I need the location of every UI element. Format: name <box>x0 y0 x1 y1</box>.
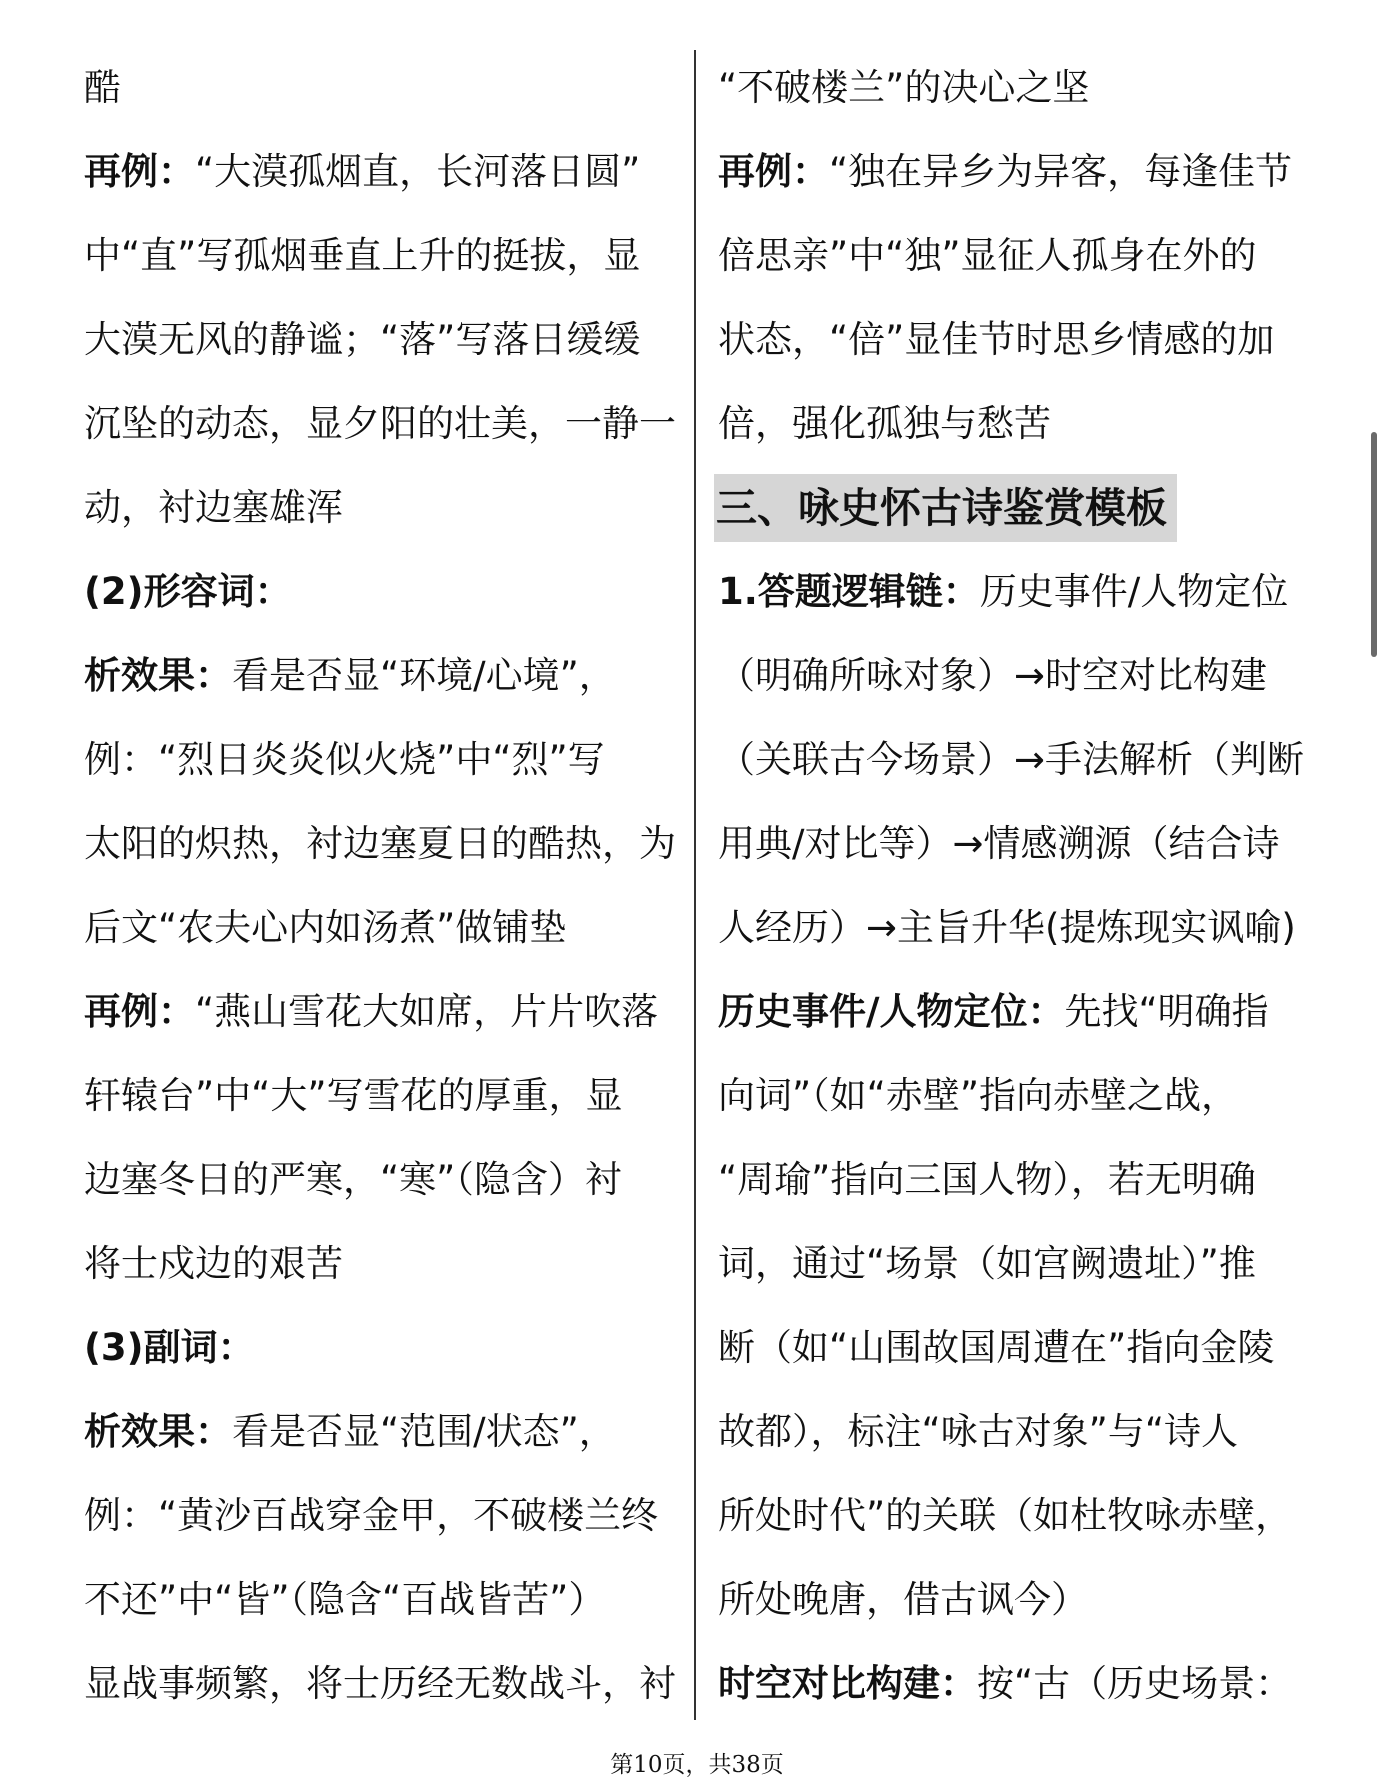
text-line: 人经历）→主旨升华(提炼现实讽喻) <box>718 906 1296 949</box>
column-divider <box>694 50 696 1720</box>
text-line: 用典/对比等）→情感溯源（结合诗 <box>718 822 1280 865</box>
left-column <box>84 46 684 1726</box>
text-line: 大漠无风的静谧；“落”写落日缓缓 <box>84 318 641 361</box>
text-line: 向词”（如“赤壁”指向赤壁之战， <box>718 1074 1239 1117</box>
text-line <box>718 550 1318 634</box>
text-line: 沉坠的动态，显夕阳的壮美，一静一 <box>84 402 676 445</box>
section-heading: 三、咏史怀古诗鉴赏模板 <box>714 474 1177 542</box>
text-line: 状态，“倍”显佳节时思乡情感的加 <box>718 318 1275 361</box>
effect-text: 看是否显“环境/心境”， <box>232 654 616 697</box>
text-line <box>84 130 684 214</box>
text-line: 酷 <box>84 66 121 109</box>
text-line <box>84 634 684 718</box>
text-line: 断（如“山围故国周遭在”指向金陵 <box>718 1326 1275 1369</box>
logic-chain-label: 1.答题逻辑链： <box>718 570 980 613</box>
text-line: （明确所咏对象）→时空对比构建 <box>718 654 1268 697</box>
text-line: 倍，强化孤独与愁苦 <box>718 402 1051 445</box>
effect-label: 析效果： <box>84 654 232 697</box>
text-line: “周瑜”指向三国人物），若无明确 <box>718 1158 1256 1201</box>
contrast-label: 时空对比构建： <box>718 1662 977 1705</box>
text-line: 轩辕台”中“大”写雪花的厚重，显 <box>84 1074 623 1117</box>
text-line: 故都），标注“咏古对象”与“诗人 <box>718 1410 1239 1453</box>
positioning-text: 先找“明确指 <box>1064 990 1269 1033</box>
text-line <box>718 130 1318 214</box>
example-label: 再例： <box>84 150 195 193</box>
text-line: 显战事频繁，将士历经无数战斗，衬 <box>84 1662 676 1705</box>
right-column <box>718 46 1318 1726</box>
text-line: “不破楼兰”的决心之坚 <box>718 66 1090 109</box>
text-line: 动，衬边塞雄浑 <box>84 486 343 529</box>
text-line <box>718 970 1318 1054</box>
text-line: 例：“黄沙百战穿金甲，不破楼兰终 <box>84 1494 659 1537</box>
text-line: 例：“烈日炎炎似火烧”中“烈”写 <box>84 738 605 781</box>
effect-text: 看是否显“范围/状态”， <box>232 1410 616 1453</box>
text-line: 将士戍边的艰苦 <box>84 1242 343 1285</box>
text-line: 不还”中“皆”（隐含“百战皆苦”） <box>84 1578 606 1621</box>
text-line: 边塞冬日的严寒，“寒”（隐含）衬 <box>84 1158 622 1201</box>
text-line <box>84 970 684 1054</box>
contrast-text: 按“古（历史场景： <box>977 1662 1293 1705</box>
scrollbar-thumb[interactable] <box>1371 432 1377 657</box>
text-line: 所处晚唐，借古讽今） <box>718 1578 1088 1621</box>
text-line <box>718 1642 1318 1726</box>
example-text: “独在异乡为异客，每逢佳节 <box>829 150 1293 193</box>
example-label: 再例： <box>718 150 829 193</box>
example-label: 再例： <box>84 990 195 1033</box>
page-number: 第10页，共38页 <box>610 1752 784 1778</box>
positioning-label: 历史事件/人物定位： <box>718 990 1065 1033</box>
subheading-adverb: (3)副词： <box>84 1326 255 1369</box>
text-line: 所处时代”的关联（如杜牧咏赤壁， <box>718 1494 1293 1537</box>
text-line: 后文“农夫心内如汤煮”做铺垫 <box>84 906 567 949</box>
text-line: 中“直”写孤烟垂直上升的挺拔，显 <box>84 234 641 277</box>
text-line <box>84 1390 684 1474</box>
subheading-adjective: (2)形容词： <box>84 570 292 613</box>
text-line: （关联古今场景）→手法解析（判断 <box>718 738 1305 781</box>
example-text: “燕山雪花大如席，片片吹落 <box>195 990 659 1033</box>
text-line: 倍思亲”中“独”显征人孤身在外的 <box>718 234 1257 277</box>
example-text: “大漠孤烟直，长河落日圆” <box>195 150 641 193</box>
section-heading-row <box>718 466 1318 550</box>
effect-label: 析效果： <box>84 1410 232 1453</box>
text-line: 词，通过“场景（如宫阙遗址）”推 <box>718 1242 1256 1285</box>
logic-chain-text: 历史事件/人物定位 <box>979 570 1289 613</box>
text-line: 太阳的炽热，衬边塞夏日的酷热，为 <box>84 822 676 865</box>
